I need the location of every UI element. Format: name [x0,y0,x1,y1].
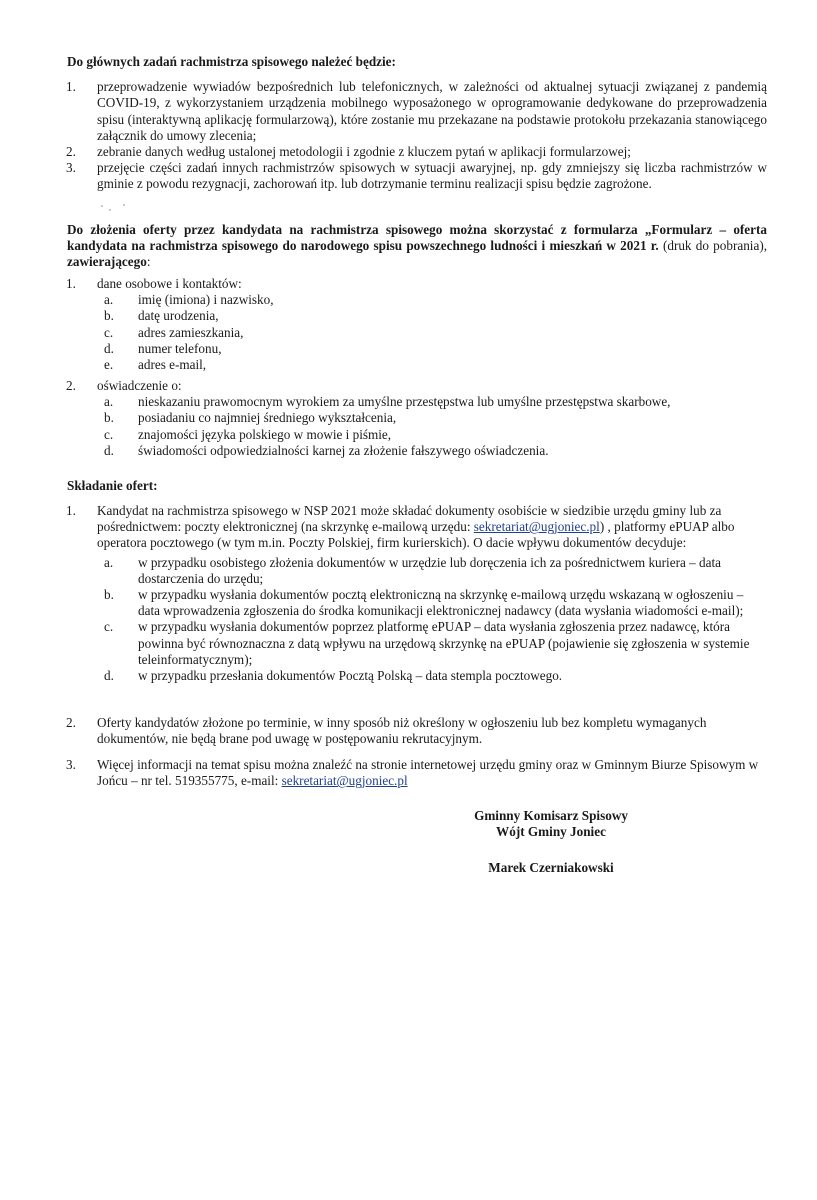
sub-item [104,555,767,587]
email-link[interactable]: sekretariat@ugjoniec.pl [281,773,408,789]
list-number: 2. [66,378,76,393]
sub-letter: d. [104,340,114,356]
sub-letter: b. [104,308,114,324]
sub-text: datę urodzenia, [138,308,219,324]
sub-letter: c. [104,619,114,635]
intro-bold: Do złożenia oferty przez kandydata na rachmistrza spisowego można skorzystać z formularza „Formularz – oferta kandydata na rachmistrza spisowego do narodowego spisu powszechnego ludności i mieszkań w 2021 r. [67,222,767,254]
email-link[interactable]: sekretariat@ugjoniec.pl [473,519,600,535]
list-number: 1. [66,79,76,95]
sub-letter: b. [104,587,114,603]
sub-letter: e. [104,357,114,373]
info-text [97,757,767,789]
sub-item [104,443,767,459]
sub-item [104,357,767,373]
sub-item [104,292,767,308]
submission-item-1 [67,503,767,684]
list-number: 1. [66,276,76,291]
submission-text: Oferty kandydatów złożone po terminie, w inny sposób niż określony w ogłoszeniu lub bez kompletu wymaganych dokumentów, nie będą brane pod uwagę w postępowaniu rekrutacyjnym. [97,715,707,747]
sub-item [104,427,767,443]
list-number: 2. [66,144,76,160]
list-item [67,715,767,747]
tasks-section [67,54,767,193]
submission-text-a: Kandydat na rachmistrza spisowego w NSP 2021 może składać dokumenty osobiście w siedzibie urzędu gminy lub za pośrednictwem: poczty elektronicznej (na skrzynkę e-mailową urzędu: [97,503,722,535]
list-item [67,757,767,789]
intro-normal: (druk do pobrania), [658,238,768,254]
list-item [67,378,767,394]
sub-letter: d. [104,442,114,458]
sub-text: adres zamieszkania, [138,324,244,340]
task-text: przejęcie części zadań innych rachmistrzów spisowych w sytuacji awaryjnej, np. gdy zmniejszy się liczba rachmistrzów w gminie z powodu rezygnacji, zachorowań itp. lub dotrzymanie terminu realizacji spisu będzie zagrożone. [97,160,767,192]
list-item [67,503,767,552]
sub-text: nieskazaniu prawomocnym wyrokiem za umyślne przestępstwa lub umyślne przestępstwa skarbowe, [138,394,671,410]
sub-item [104,325,767,341]
submission-section [67,478,767,494]
signature-name: Marek Czerniakowski [488,860,614,875]
sub-letter: b. [104,410,114,426]
sub-item [104,308,767,324]
list-label: oświadczenie o: [97,378,182,393]
sub-text: posiadaniu co najmniej średniego wykształcenia, [138,410,397,426]
list-item [67,276,767,292]
list-label: dane osobowe i kontaktów: [97,276,242,291]
sub-text: świadomości odpowiedzialności karnej za złożenie fałszywego oświadczenia. [138,442,549,458]
tasks-heading: Do głównych zadań rachmistrza spisowego należeć będzie: [67,54,396,69]
sub-item [104,341,767,357]
sub-text: w przypadku wysłania dokumentów poprzez platformę ePUAP – data wysłania zgłoszenia przez nadawcę, która powinna być równoznaczna z datą wpływu na urzędową skrzynkę na ePUAP (pojawienie się zgłoszenia w systemie teleinformatycznym); [138,619,750,667]
personal-data-list [67,276,767,373]
submission-heading: Składanie ofert: [67,478,158,493]
offer-form-intro [67,222,767,271]
sub-letter: d. [104,668,114,684]
list-number: 3. [66,160,76,176]
sub-letter: a. [104,292,114,308]
sub-item [104,587,767,619]
sub-letter: c. [104,426,114,442]
task-text: zebranie danych według ustalonej metodologii i zgodnie z kluczem pytań w aplikacji formularzowej; [97,144,631,160]
submission-item-2 [67,715,767,747]
sub-text: w przypadku wysłania dokumentów pocztą elektroniczną na skrzynkę e-mailową urzędu wskazaną w ogłoszeniu – data wprowadzenia zgłoszenia do środka komunikacji elektronicznej nadawcy (data wysłania wiadomości e-mail); [138,587,744,619]
sub-text: imię (imiona) i nazwisko, [138,292,274,308]
sub-item [104,394,767,410]
sub-text: znajomości języka polskiego w mowie i piśmie, [138,426,392,442]
task-item [67,160,767,192]
intro-colon: : [146,254,151,270]
sub-item [104,668,767,684]
info-text-a: Więcej informacji na temat spisu można znaleźć na stronie internetowej urzędu gminy oraz w Gminnym Biurze Spisowym w Jońcu – nr tel. 519355775, e-mail: [97,757,759,789]
sub-item [104,619,767,668]
sub-text: numer telefonu, [138,340,222,356]
list-number: 3. [66,757,76,772]
list-number: 1. [66,503,76,518]
sub-letter: c. [104,324,114,340]
sub-item [104,410,767,426]
declaration-list [67,378,767,459]
sub-letter: a. [104,394,114,410]
sub-text: w przypadku przesłania dokumentów Pocztą Polską – data stempla pocztowego. [138,668,563,684]
sub-letter: a. [104,554,114,570]
signature-office: Wójt Gminy Joniec [496,824,606,839]
task-item [67,144,767,160]
signature-title: Gminny Komisarz Spisowy [474,808,628,823]
list-number: 2. [66,715,76,730]
submission-text-b: ) , platformy ePUAP albo operatora pocztowego (w tym m.in. Poczty Polskiej, firm kurierskich). O dacie wpływu dokumentów decyduje: [97,519,735,551]
scan-speck [99,203,129,215]
offer-form-section [67,222,767,271]
submission-text [97,503,767,552]
intro-bold-end: zawierającego [67,254,147,270]
submission-item-3 [67,757,767,789]
task-item [67,79,767,144]
sub-text: w przypadku osobistego złożenia dokumentów w urzędzie lub doręczenia ich za pośrednictwem kuriera – data dostarczenia do urzędu; [138,554,721,586]
task-text: przeprowadzenie wywiadów bezpośrednich lub telefonicznych, w zależności od aktualnej sytuacji związanej z pandemią COVID-19, z wykorzystaniem urządzenia mobilnego wyposażonego w oprogramowanie dedykowane do przeprowadzenia spisu (interaktywną aplikację formularzową), które zostanie mu przekazane na podstawie protokołu przekazania stanowiącego załącznik do umowy zlecenia; [97,79,767,143]
sub-text: adres e-mail, [138,357,207,373]
